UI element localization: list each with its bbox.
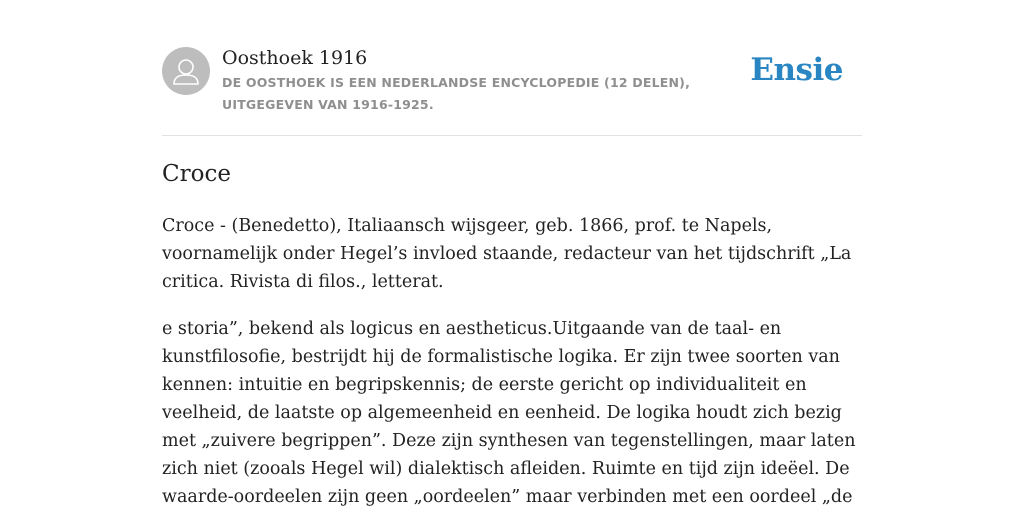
article-title: Croce	[162, 161, 231, 187]
source-avatar[interactable]	[162, 47, 210, 95]
article-body	[162, 212, 862, 530]
user-silhouette-icon	[162, 47, 210, 95]
page	[162, 0, 862, 507]
source-description: DE OOSTHOEK IS EEN NEDERLANDSE ENCYCLOPEDIE (12 DELEN), UITGEGEVEN VAN 1916-1925.	[222, 75, 691, 112]
source-header	[162, 0, 862, 136]
article-paragraph: e storia”, bekend als logicus en aestheticus.Uitgaande van de taal- en kunstfilosofie, bestrijdt hij de formalistische logika. Er zijn twee soorten van kennen: intuitie en begripskennis; de eerste gericht op individualiteit en veelheid, de laatste op algemeenheid en eenheid. De logika houdt zich bezig met „zuivere begrippen”. Deze zijn synthesen van tegenstellingen, maar laten zich niet (zooals Hegel wil) dialektisch afleiden. Ruimte en tijd zijn ideëel. De waarde-oordeelen zijn geen „oordeelen” maar verbinden met een oordeel „de	[162, 319, 856, 507]
article-paragraph: Croce - (Benedetto), Italiaansch wijsgeer, geb. 1866, prof. te Napels, voornamelijk onder Hegel’s invloed staande, redacteur van het tijdschrift „La critica. Rivista di filos., letterat.	[162, 216, 852, 292]
source-title[interactable]: Oosthoek 1916	[222, 47, 368, 69]
ensie-logo-link[interactable]: Ensie	[750, 52, 843, 88]
